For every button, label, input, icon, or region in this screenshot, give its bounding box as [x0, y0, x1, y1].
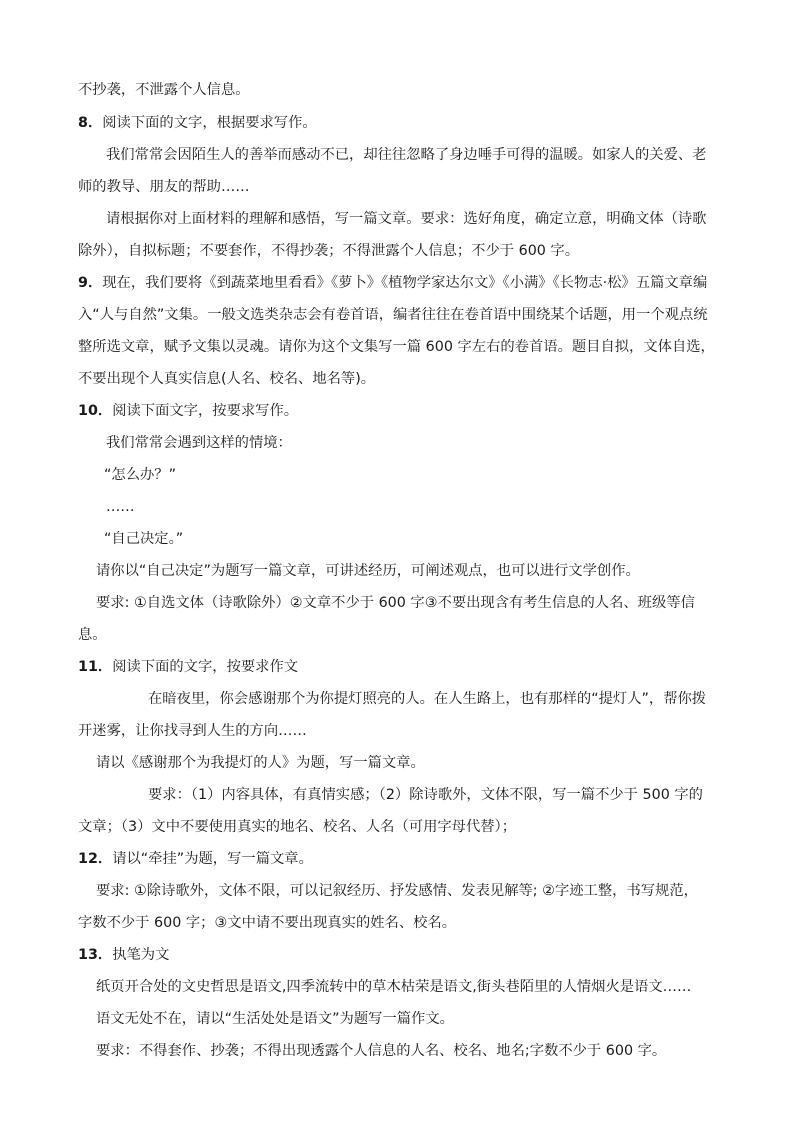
text-line: 不要出现个人真实信息(人名、校名、地名等)。 [78, 371, 376, 387]
question-text: 执笔为文 [112, 947, 170, 963]
question-12-heading [78, 849, 794, 869]
text-line: 语文无处不在，请以“生活处处是语文”为题写一篇作文。 [96, 1011, 454, 1027]
text-line: 息。 [78, 627, 107, 643]
text-line: “自己决定。” [104, 531, 184, 547]
question-text: 阅读下面的文字，根据要求写作。 [102, 115, 317, 131]
text-line: 整所选文章，赋予文集以灵魂。请你为这个文集写一篇 600 字左右的卷首语。题目自拟，文体自选， [78, 339, 715, 355]
question-number: 13． [78, 947, 113, 963]
text-line: 师的教导、朋友的帮助…… [78, 179, 250, 195]
question-8-heading [78, 113, 794, 133]
text-line: 我们常常会因陌生人的善举而感动不已，却往往忽略了身边唾手可得的温暖。如家人的关爱、老 [106, 147, 707, 163]
text-line: …… [106, 499, 135, 515]
question-text: 阅读下面文字，按要求写作。 [112, 403, 299, 419]
text-line: 请以《感谢那个为我提灯的人》为题，写一篇文章。 [96, 755, 425, 771]
question-number: 10． [78, 403, 113, 419]
text-line: 入“人与自然”文集。一般文选类杂志会有卷首语，编者往往在卷首语中围绕某个话题，用一个观点统 [78, 307, 708, 323]
text-line: 文章；（3）文中不要使用真实的地名、校名、人名（可用字母代替）； [78, 819, 516, 835]
question-10-heading [78, 401, 794, 421]
text-line: 请根据你对上面材料的理解和感悟，写一篇文章。要求：选好角度，确定立意，明确文体（诗歌 [106, 211, 707, 227]
text-line: 开迷雾，让你找寻到人生的方向…… [78, 723, 307, 739]
question-number: 12． [78, 851, 113, 867]
question-9-heading [78, 273, 794, 293]
text-line: 纸页开合处的文史哲思是语文,四季流转中的草木枯荣是语文,街头巷陌里的人情烟火是语文…… [96, 979, 692, 995]
text-line: 字数不少于 600 字；③文中请不要出现真实的姓名、校名。 [78, 915, 457, 931]
text-line: 要求: ①自选文体（诗歌除外）②文章不少于 600 字③不要出现含有考生信息的人名、班级等信 [96, 595, 695, 611]
question-11-heading [78, 657, 794, 677]
question-number: 11． [78, 659, 113, 675]
question-number: 8． [78, 115, 103, 131]
question-number: 9． [78, 275, 103, 291]
question-13-heading [78, 945, 794, 965]
text-line: 不抄袭，不泄露个人信息。 [78, 82, 250, 98]
text-line: “怎么办？” [104, 467, 177, 483]
text-line: 要求：不得套作、抄袭；不得出现透露个人信息的人名、校名、地名;字数不少于 600 字。 [96, 1043, 667, 1059]
question-text: 请以“牵挂”为题，写一篇文章。 [112, 851, 313, 867]
text-line: 请你以“自己决定”为题写一篇文章，可讲述经历，可阐述观点，也可以进行文学创作。 [96, 563, 640, 579]
question-text: 阅读下面的文字，按要求作文 [112, 659, 299, 675]
text-line: 要求: ①除诗歌外，文体不限，可以记叙经历、抒发感情、发表见解等; ②字迹工整，书写规范， [96, 883, 698, 899]
text-line: 我们常常会遇到这样的情境： [106, 435, 292, 451]
text-line: 要求：（1）内容具体，有真情实感；（2）除诗歌外，文体不限，写一篇不少于 500 字的 [148, 787, 703, 803]
text-line: 除外），自拟标题；不要套作，不得抄袭；不得泄露个人信息；不少于 600 字。 [78, 243, 580, 259]
question-text: 现在，我们要将《到蔬菜地里看看》《萝卜》《植物学家达尔文》《小满》《长物志·松》五篇文章编 [102, 275, 708, 291]
text-line: 在暗夜里，你会感谢那个为你提灯照亮的人。在人生路上，也有那样的“提灯人”，帮你拨 [148, 691, 707, 707]
